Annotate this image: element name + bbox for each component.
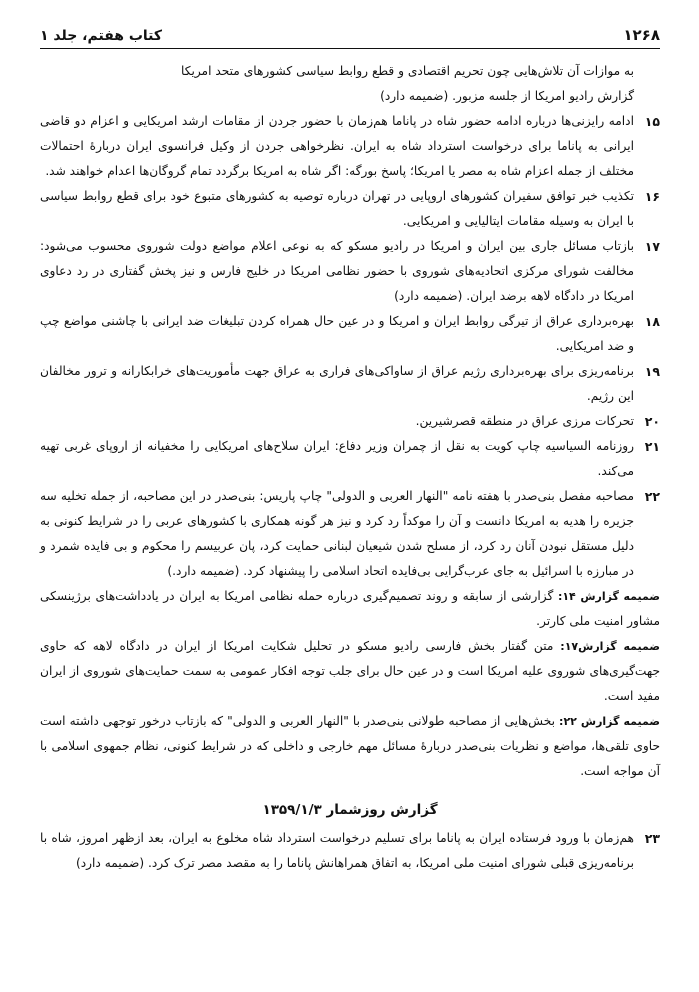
document-page — [40, 26, 660, 876]
attachment-label: ضمیمه گزارش ۲۲: — [559, 715, 660, 728]
entry-20 — [40, 409, 660, 434]
entry-number: ۲۰ — [644, 414, 660, 429]
entry-number: ۱۶ — [644, 189, 660, 204]
entry-text: ادامه رایزنی‌ها درباره ادامه حضور شاه در پاناما هم‌زمان با حضور جردن از مقامات ارشد امریکایی و اعزام دو قاضی ایرانی به پاناما برای درخواست استرداد شاه به ایران. نظرخواهی جردن از وکیل فرانسوی ایران دربارهٔ احتمالات مختلف از جمله اعزام شاه به مصر یا امریکا؛ پاسخ بورگه: اگر شاه به امریکا برگردد تمام گروگان‌ها اعدام خواهند شد. — [40, 114, 634, 178]
entry-text: روزنامه السیاسیه چاپ کویت به نقل از چمران وزیر دفاع: ایران سلاح‌های امریکایی را مخفیانه از اروپای غربی تهیه می‌کند. — [40, 439, 634, 478]
entry-23 — [40, 826, 660, 876]
attachment-label: ضمیمه گزارش ۱۴: — [557, 590, 660, 603]
attachment-text: متن گفتار بخش فارسی رادیو مسکو در تحلیل شکایت امریکا از ایران در دادگاه لاهه که حاوی جهت‌گیری‌های شوروی علیه امریکا است و در عین حال برای جلب توجه افکار عمومی به سمت حمایت‌های شوروی از ایران مفید است. — [40, 639, 660, 703]
entry-text: تحرکات مرزی عراق در منطقه قصرشیرین. — [415, 414, 634, 428]
entry-text: برنامه‌ریزی برای بهره‌برداری رژیم عراق از ساواکی‌های فراری به عراق جهت مأموریت‌های خرابکارانه و ترور مخالفان این رژیم. — [40, 364, 634, 403]
running-header — [40, 26, 660, 49]
intro-line-2: گزارش رادیو امریکا از جلسه مزبور. (ضمیمه دارد) — [380, 89, 634, 103]
entry-22 — [40, 484, 660, 584]
entry-number: ۱۸ — [644, 314, 660, 329]
section-title: گزارش روزشمار ۱۳۵۹/۱/۳ — [262, 802, 438, 818]
entry-17 — [40, 234, 660, 309]
entry-15 — [40, 109, 660, 184]
attachment-22 — [40, 709, 660, 784]
intro-line-1: به موازات آن تلاش‌هایی چون تحریم اقتصادی و قطع روابط سیاسی کشورهای متحد امریکا — [181, 64, 634, 78]
entry-16 — [40, 184, 660, 234]
entry-number: ۲۳ — [644, 831, 660, 846]
entry-text: بازتاب مسائل جاری بین ایران و امریکا در رادیو مسکو که به نوعی اعلام مواضع دولت شوروی محسوب می‌شود: مخالفت شورای مرکزی اتحادیه‌های شوروی با حضور نظامی امریکا در خلیج فارس و نیز پخش گفتاری در رد دعاوی امریکا در دادگاه لاهه برضد ایران. (ضمیمه دارد) — [40, 239, 634, 303]
entry-number: ۲۱ — [644, 439, 660, 454]
entry-text: بهره‌برداری عراق از تیرگی روابط ایران و امریکا و در عین حال همراه کردن تبلیغات ضد ایرانی با چاشنی مواضع چپ و ضد امریکایی. — [40, 314, 634, 353]
entry-21 — [40, 434, 660, 484]
entry-text: مصاحبه مفصل بنی‌صدر با هفته نامه "النهار العربی و الدولی" چاپ پاریس: بنی‌صدر در این مصاحبه، از جمله تخلیه سه جزیره را هدیه به امریکا دانست و آن را موکداً رد کرد و نیز هر گونه همکاری با کشورهای عربی را در شرایط کنونی به دلیل مستقل نبودن آنان رد کرد، از مسلح شدن شیعیان لبنانی حمایت کرد، پان عربیسم را محکوم و بی فایده شمرد و در مبارزه با اسرائیل به جای عرب‌گرایی بی‌فایده اتحاد اسلامی را پیشنهاد کرد. (ضمیمه دارد.) — [40, 489, 634, 578]
entry-text: تکذیب خبر توافق سفیران کشورهای اروپایی در تهران درباره توصیه به کشورهای متبوع خود برای قطع روابط سیاسی با ایران به وسیله مقامات ایتالیایی و امریکایی. — [40, 189, 634, 228]
entry-number: ۱۷ — [644, 239, 660, 254]
entry-number: ۱۵ — [644, 114, 660, 129]
attachment-14 — [40, 584, 660, 634]
entry-number: ۲۲ — [644, 489, 660, 504]
attachment-text: بخش‌هایی از مصاحبه طولانی بنی‌صدر با "النهار العربی و الدولی" که بازتاب درخور توجهی داشته است حاوی تلقی‌ها، مواضع و نظریات بنی‌صدر دربارهٔ مسائل مهم خارجی و داخلی که در شرایط کنونی، نظام جمهوی اسلامی با آن مواجه است. — [40, 714, 660, 778]
entry-19 — [40, 359, 660, 409]
entry-number: ۱۹ — [644, 364, 660, 379]
attachment-text: گزارشی از سابقه و روند تصمیم‌گیری درباره حمله نظامی امریکا به ایران در یادداشت‌های برژینسکی مشاور امنیت ملی کارتر. — [40, 589, 660, 628]
page-number: ۱۲۶۸ — [623, 26, 660, 44]
entry-18 — [40, 309, 660, 359]
attachment-label: ضمیمه گزارش۱۷: — [560, 640, 661, 653]
book-title: کتاب هفتم، جلد ۱ — [40, 28, 163, 44]
attachment-17 — [40, 634, 660, 709]
entry-text: هم‌زمان با ورود فرستاده ایران به پاناما برای تسلیم درخواست استرداد شاه مخلوع به ایران، بعد ازظهر امروز، شاه با برنامه‌ریزی قبلی شورای امنیت ملی امریکا، به اتفاق همراهانش پاناما را به مقصد مصر ترک کرد. (ضمیمه دارد) — [40, 831, 634, 870]
